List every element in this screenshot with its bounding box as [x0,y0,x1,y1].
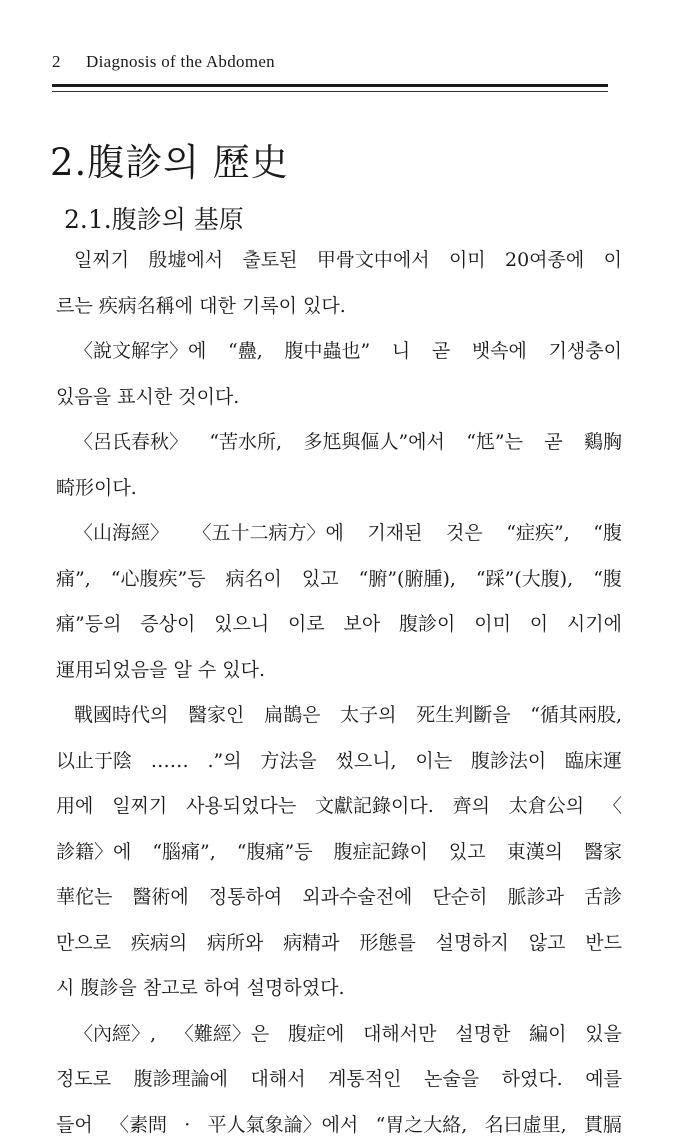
text-line: 以止于陰 …… .”의 方法을 썼으니, 이는 腹診法이 臨床運 [56,739,622,785]
text-line: 일찌기 殷墟에서 출토된 甲骨文中에서 이미 20여종에 이 [56,238,622,284]
text-line: 運用되었음을 알 수 있다. [56,648,622,694]
text-line: 르는 疾病名稱에 대한 기록이 있다. [56,284,622,330]
text-line: 정도로 腹診理論에 대해서 계통적인 논술을 하였다. 예를 [56,1057,622,1103]
text-line: 戰國時代의 醫家인 扁鵲은 太子의 死生判斷을 “循其兩股, [56,693,622,739]
text-line: 만으로 疾病의 病所와 病精과 形態를 설명하지 않고 반드 [56,921,622,967]
text-line: 診籍〉에 “腦痛”, “腹痛”등 腹症記錄이 있고 東漢의 醫家 [56,830,622,876]
text-line: 〈內經〉, 〈難經〉은 腹症에 대해서만 설명한 編이 있을 [56,1012,622,1058]
text-line: 시 腹診을 참고로 하여 설명하였다. [56,966,622,1012]
text-line: 華佗는 醫術에 정통하여 외과수술전에 단순히 脈診과 舌診 [56,875,622,921]
section-heading: 2.腹診의 歷史 [50,132,289,186]
running-header [52,52,275,72]
text-line: 들어 〈素問 · 平人氣象論〉에서 “胃之大絡, 名曰虛里, 貫膈 [56,1103,622,1148]
text-line: 痛”, “心腹疾”등 病名이 있고 “腑”(腑腫), “踩”(大腹), “腹 [56,557,622,603]
text-line: 用에 일찌기 사용되었다는 文獻記錄이다. 齊의 太倉公의 〈 [56,784,622,830]
page-number: 2 [52,52,86,72]
body-text [56,238,622,1148]
header-rule-thick [52,84,608,87]
text-line: 〈呂氏春秋〉 “苦水所, 多尪與傴人”에서 “尪”는 곧 鷄胸 [56,420,622,466]
text-line: 있음을 표시한 것이다. [56,375,622,421]
text-line: 〈山海經〉 〈五十二病方〉에 기재된 것은 “症疾”, “腹 [56,511,622,557]
header-rule-thin [52,91,608,92]
running-title: Diagnosis of the Abdomen [86,52,275,71]
text-line: 痛”등의 증상이 있으니 이로 보아 腹診이 이미 이 시기에 [56,602,622,648]
text-line: 畸形이다. [56,466,622,512]
subsection-heading: 2.1.腹診의 基原 [64,200,244,236]
text-line: 〈說文解字〉에 “蠱, 腹中蟲也” 니 곧 뱃속에 기생충이 [56,329,622,375]
